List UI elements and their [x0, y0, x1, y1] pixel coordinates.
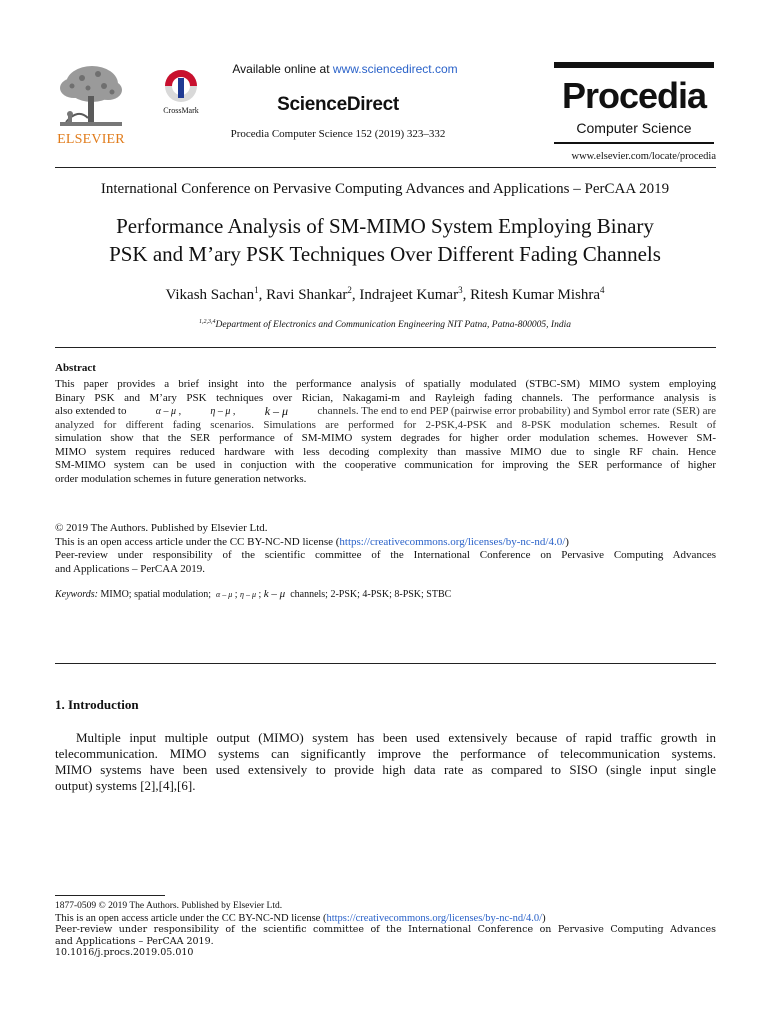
author-4-sup: 4 [600, 285, 605, 295]
abstract-line: SM-MIMO system can be used in conjuction with the cooperative communication for improving the SER performance of higher [55, 459, 716, 471]
kw-math-eta-mu: η – μ [240, 590, 256, 599]
math-k-mu: k – μ [264, 404, 289, 418]
author-1-sup: 1 [254, 285, 259, 295]
abstract-top-rule [55, 347, 716, 348]
math-alpha-mu: α – μ , [155, 406, 182, 417]
kw-math-alpha-mu: α – μ [216, 590, 233, 599]
abstract-line3-pre: also extended to [55, 405, 127, 417]
procedia-subtitle: Computer Science [576, 120, 692, 136]
abstract-line: This paper provides a brief insight into the performance analysis of spatially modulated (STBC-SM) MIMO system employing [55, 378, 716, 390]
abstract-line-math [55, 405, 716, 419]
intro-line: Multiple input multiple output (MIMO) system has been used extensively because of rapid traffic growth in [76, 730, 716, 745]
abstract-bottom-rule [55, 663, 716, 664]
abstract-line: MIMO system requires reduced hardware with less decoding complexity than massive MIMO due to single RF chain. Hence [55, 445, 716, 458]
affiliation [40, 320, 730, 330]
abstract-line: Binary PSK and M’ary PSK techniques over Rician, Nakagami-m and Rayleigh fading channels. The performance analysis is [55, 391, 716, 404]
copyright-line2 [55, 536, 716, 550]
intro-line: output) systems [2],[4],[6]. [55, 778, 196, 793]
procedia-underline [554, 142, 714, 144]
elsevier-wordmark: ELSEVIER [57, 132, 125, 147]
affiliation-sup: 1,2,3,4 [199, 318, 216, 325]
journal-citation: Procedia Computer Science 152 (2019) 323–332 [230, 128, 446, 140]
footer-rule [55, 895, 165, 896]
keywords [55, 588, 716, 600]
keywords-label: Keywords: [55, 589, 98, 600]
footer-license-link[interactable]: https://creativecommons.org/licenses/by-nc-nd/4.0/ [326, 912, 543, 924]
procedia-logo-box [554, 62, 714, 148]
kw-sep: ; [234, 589, 238, 600]
author-1: Vikash Sachan [165, 287, 255, 303]
footer-license-prefix: This is an open access article under the CC BY-NC-ND license ( [55, 912, 327, 924]
author-3: Indrajeet Kumar [359, 287, 459, 303]
crossmark-label: CrossMark [163, 106, 199, 115]
math-eta-mu: η – μ , [210, 406, 236, 417]
intro-heading: 1. Introduction [55, 697, 139, 712]
abstract-line: analyzed for different fading scenarios. Simulations are performed for 2-PSK,4-PSK and 8-PSK modulation schemes. Result of [55, 418, 716, 431]
intro-body [55, 730, 716, 794]
footer-block [55, 901, 716, 959]
footer-line3: Peer-review under responsibility of the scientific committee of the International Conference on Pervasive Computing Advances [55, 924, 716, 935]
footer-line1: 1877-0509 © 2019 The Authors. Published by Elsevier Ltd. [55, 901, 283, 911]
procedia-wordmark: Procedia [561, 75, 707, 116]
footer-line4: and Applications – PerCAA 2019. [55, 935, 214, 947]
abstract-heading: Abstract [55, 362, 96, 374]
intro-line: MIMO systems have been used extensively to provide high data rate as compared to SISO (single input single [55, 762, 716, 777]
copyright-line3: Peer-review under responsibility of the scientific committee of the International Conference on Pervasive Computing Advances [55, 549, 716, 561]
footer-license-suffix: ) [542, 912, 546, 924]
abstract-line3-post: channels. The end to end PEP (pairwise error probability) and Symbol error rate (SER) are [317, 405, 716, 417]
paper-title-line2: PSK and M’ary PSK Techniques Over Different Fading Channels [109, 242, 661, 266]
copyright-line4: and Applications – PerCAA 2019. [55, 562, 206, 575]
paper-title-line1: Performance Analysis of SM-MIMO System Employing Binary [116, 214, 654, 238]
author-4: Ritesh Kumar Mishra [470, 287, 601, 303]
elsevier-logo [52, 62, 130, 146]
copyright-line1: © 2019 The Authors. Published by Elsevier Ltd. [55, 522, 268, 534]
copyright-block [55, 522, 716, 576]
copyright-license-prefix: This is an open access article under the CC BY-NC-ND license ( [55, 535, 340, 548]
available-online-prefix: Available online at [232, 62, 333, 76]
license-link[interactable]: https://creativecommons.org/licenses/by-nc-nd/4.0/ [339, 535, 566, 548]
keywords-pre: MIMO; spatial modulation; [97, 589, 212, 600]
author-2: Ravi Shankar [266, 287, 348, 303]
abstract-line: simulation show that the SER performance of SM-MIMO system degrades for higher order modulation schemes. However SM- [55, 432, 716, 444]
conference-name: International Conference on Pervasive Computing Advances and Applications – PerCAA 2019 [100, 181, 670, 197]
footer-line2 [55, 913, 716, 925]
author-3-sup: 3 [458, 285, 463, 295]
kw-sep: ; [258, 589, 262, 600]
copyright-license-suffix: ) [565, 535, 569, 548]
journal-url[interactable]: www.elsevier.com/locate/procedia [571, 151, 716, 162]
sciencedirect-logo[interactable]: ScienceDirect [277, 94, 399, 115]
affiliation-text: Department of Electronics and Communication Engineering NIT Patna, Patna-800005, India [215, 320, 571, 330]
intro-line: telecommunication. MIMO systems can significantly improve the performance of telecommunication systems. [55, 746, 716, 761]
abstract-body [55, 378, 716, 486]
header-rule [55, 167, 716, 168]
keywords-post: channels; 2-PSK; 4-PSK; 8-PSK; STBC [290, 589, 452, 600]
abstract-line: order modulation schemes in future generation networks. [55, 472, 307, 485]
kw-math-k-mu: k – μ [263, 588, 286, 600]
footer-doi[interactable]: 10.1016/j.procs.2019.05.010 [55, 947, 194, 958]
available-online [170, 62, 520, 76]
elsevier-tree-icon [52, 62, 130, 132]
sciencedirect-link[interactable]: www.sciencedirect.com [332, 62, 458, 76]
author-2-sup: 2 [347, 285, 352, 295]
authors: Vikash Sachan$^1$, Ravi Shankar$^2$, Indrajeet Kumar$^3$, Ritesh Kumar Mishra$^4$ [165, 285, 605, 303]
